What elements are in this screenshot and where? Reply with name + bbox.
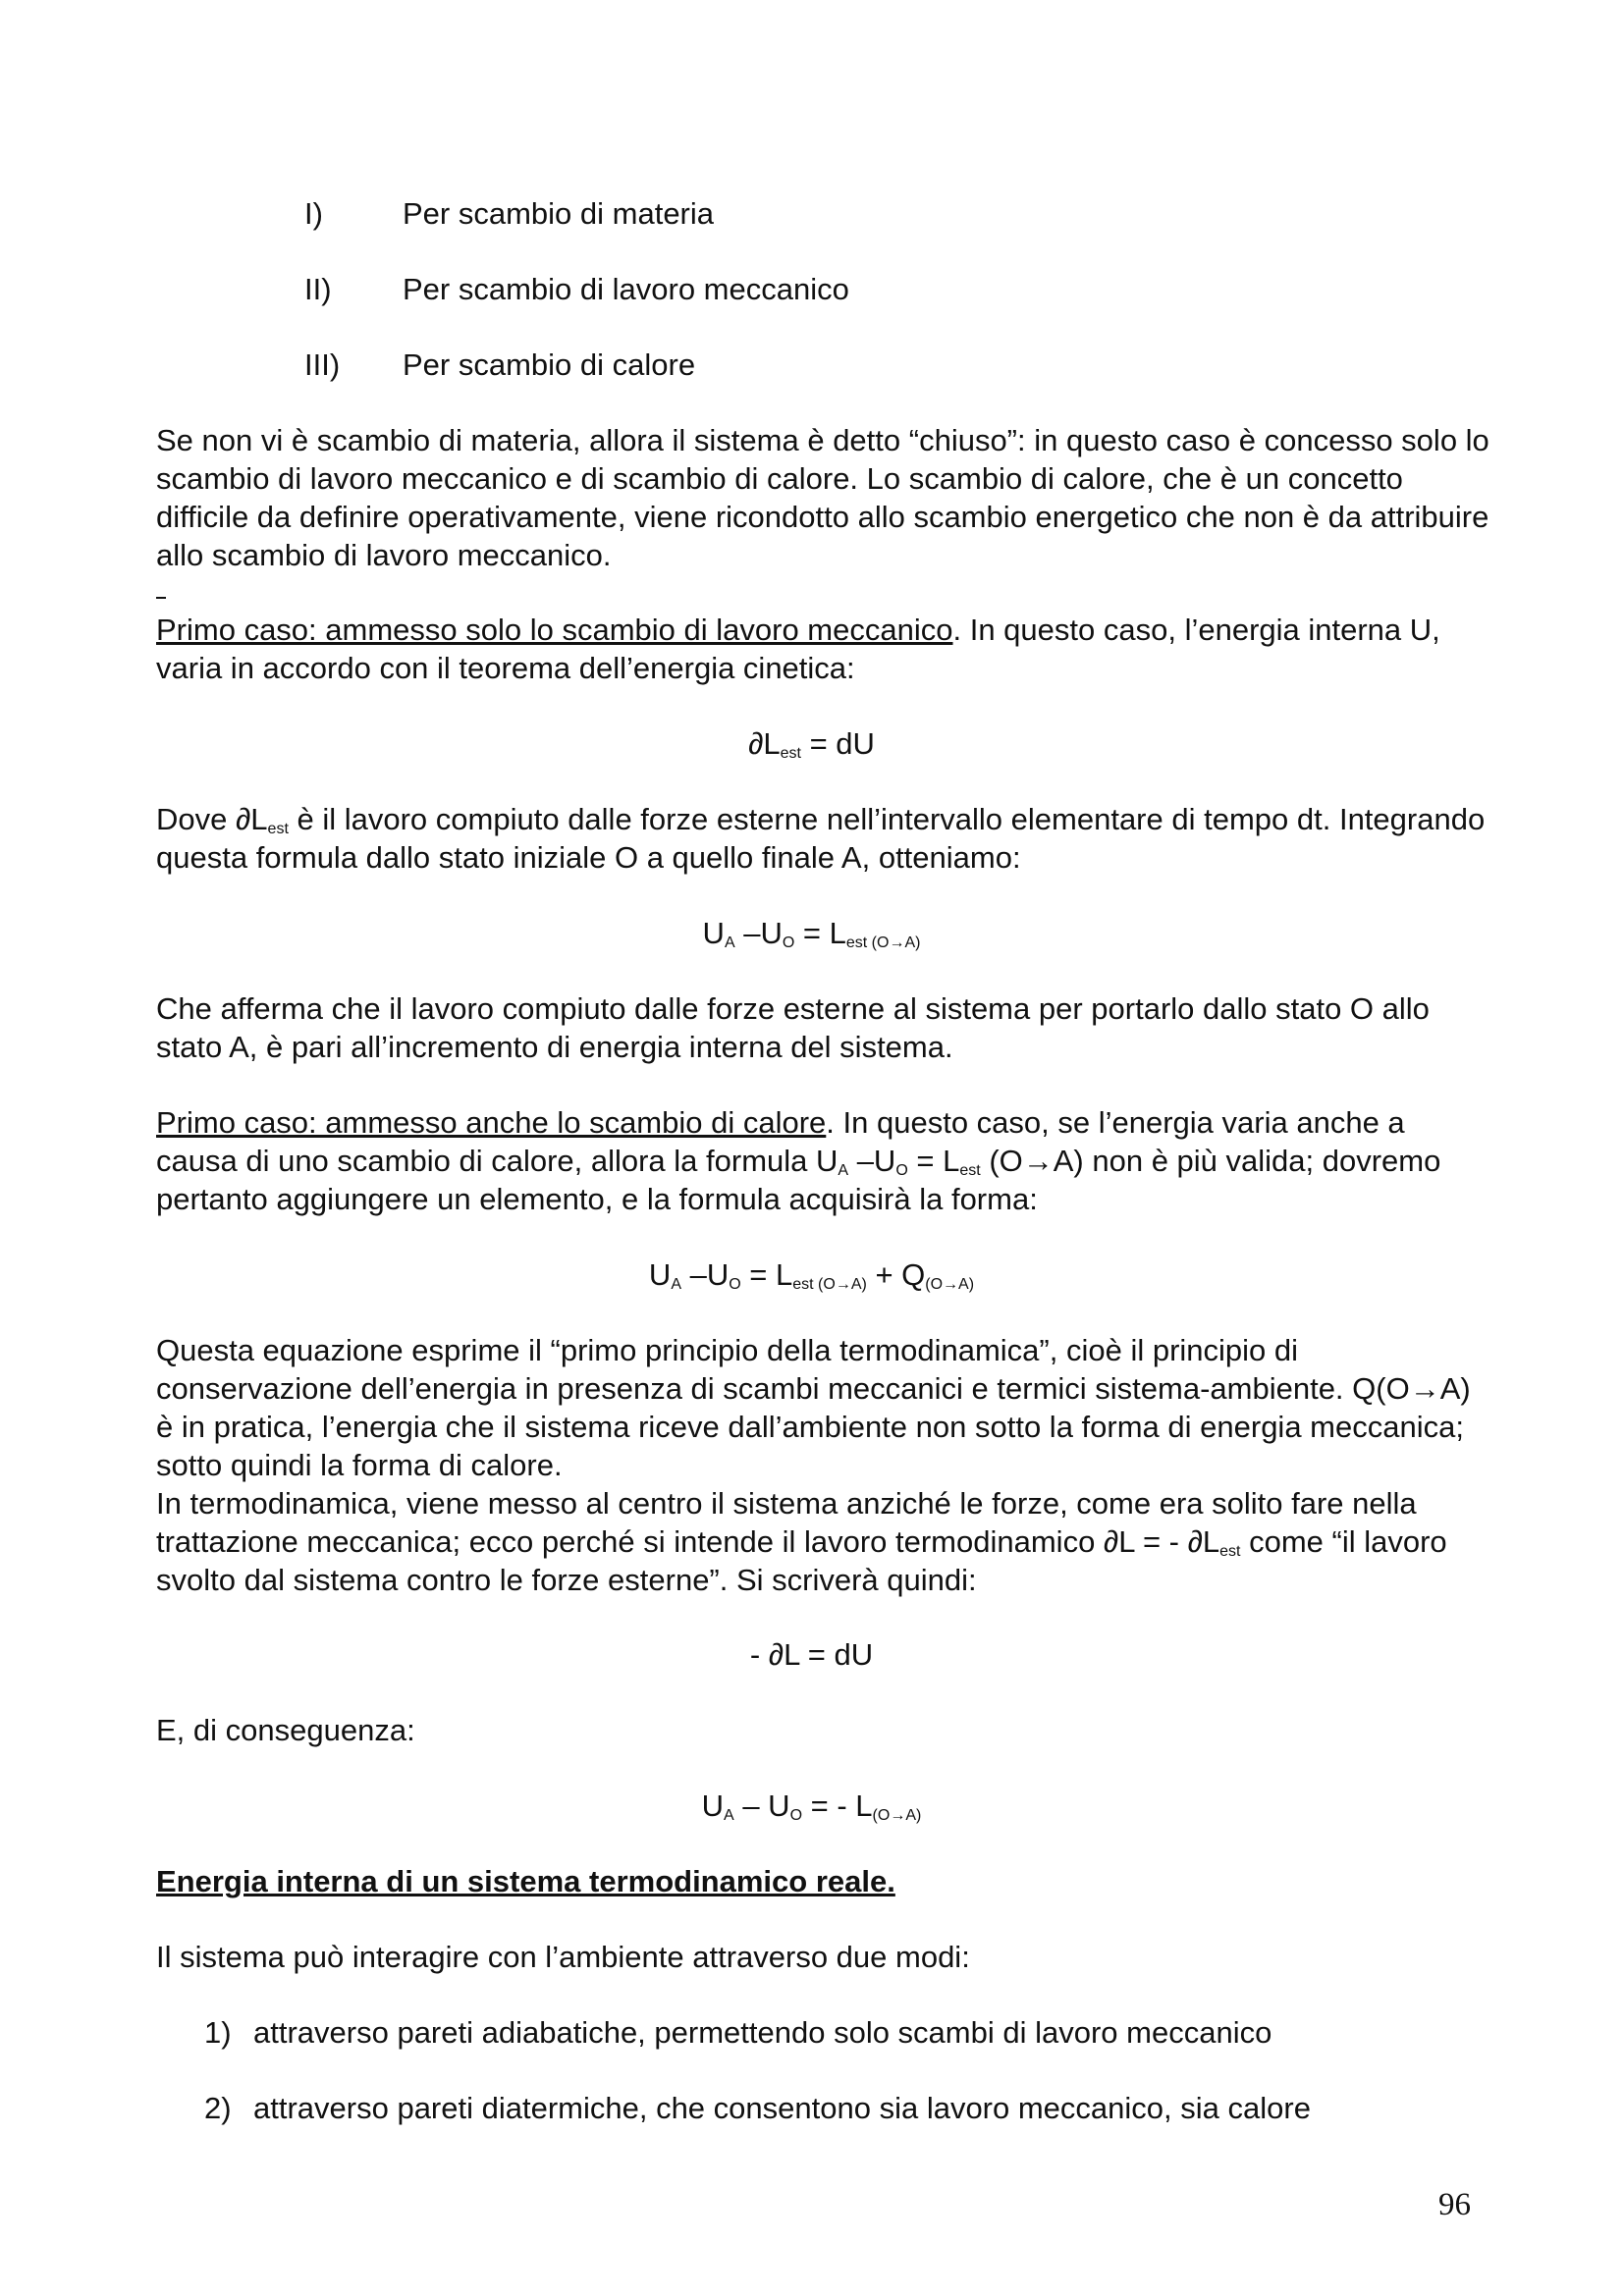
case-1-heading: Primo caso: ammesso solo lo scambio di lavoro meccanico [156,613,953,647]
roman-item-3: Per scambio di calore [403,347,696,382]
list-item-2: attraverso pareti diatermiche, che consentono sia lavoro meccanico, sia calore [253,2091,1311,2125]
equation-4: - ∂L = dU [749,1637,874,1672]
case-1-text: . In questo caso, l’energia interna U, varia in accordo con il teorema dell’energia cinetica: [156,613,1440,685]
equation-5: $U_A - U_O$ = - $L_{(O\to A)}$ [701,1789,922,1824]
equation-1: $\partial L_{est}$ = dU [748,726,875,762]
section-title: Energia interna di un sistema termodinamico reale. [156,1864,895,1898]
equation-3: $U_A$ $-U_O = L_{est (O\to A)} + Q_{(O\to A)}$ [648,1257,975,1293]
roman-num-2: II) [304,272,332,306]
roman-num-3: III) [304,347,341,382]
page-number: 96 [1438,2187,1471,2222]
roman-item-1: Per scambio di materia [403,196,715,231]
paragraph-primo-principio: Questa equazione esprime il “primo principio della termodinamica”, cioè il principio di conservazione dell’energia in presenza di scambi meccanici e termici sistema-ambiente. Q(O→A) è in pratica, l’energia che il sistema riceve dall’ambiente non sotto la forma di energia meccanica; sotto quindi la forma di calore. [156,1333,1471,1482]
paragraph-termodinamica: In termodinamica, viene messo al centro il sistema anziché le forze, come era solito fare nella trattazione meccanica; ecco perché si intende il lavoro termodinamico ∂L = - $\partial L_{est}$ come “il lavoro svolto dal sistema contro le forze esterne”. Si scriverà quindi: [156,1486,1447,1597]
paragraph-case-1 [156,611,1491,687]
list-num-1: 1) [204,2015,232,2050]
roman-num-1: I) [304,196,323,231]
paragraph-case-2: Primo caso: ammesso anche lo scambio di calore. In questo caso, se l’energia varia anche a causa di uno scambio di calore, allora la formula $U_A$ $-U_O = L_{est}$ (O→A) non è più valida; dovremo pertanto aggiungere un elemento, e la formula acquisirà la forma: [156,1105,1441,1216]
stray-mark [156,597,166,599]
case-2-heading: Primo caso: ammesso anche lo scambio di calore [156,1105,827,1140]
paragraph-dove: Dove $\partial L_{est}$ è il lavoro compiuto dalle forze esterne nell’intervallo elementare di tempo dt. Integrando questa formula dallo stato iniziale O a quello finale A, otteniamo: [156,802,1486,875]
list-item-1: attraverso pareti adiabatiche, permettendo solo scambi di lavoro meccanico [253,2015,1272,2050]
list-num-2: 2) [204,2091,232,2125]
paragraph-che-afferma: Che afferma che il lavoro compiuto dalle forze esterne al sistema per portarlo dallo stato O allo stato A, è pari all’incremento di energia interna del sistema. [156,991,1430,1064]
paragraph-modi: Il sistema può interagire con l’ambiente attraverso due modi: [156,1940,970,1974]
roman-item-2: Per scambio di lavoro meccanico [403,272,849,306]
paragraph-closed-system: Se non vi è scambio di materia, allora il sistema è detto “chiuso”: in questo caso è concesso solo lo scambio di lavoro meccanico e di scambio di calore. Lo scambio di calore, che è un concetto difficile da definire operativamente, viene ricondotto allo scambio energetico che non è da attribuire allo scambio di lavoro meccanico. [156,423,1489,572]
paragraph-conseguenza: E, di conseguenza: [156,1713,415,1747]
equation-2: $U_A$ $-U_O = L_{est (O\to A)}$ [702,916,921,951]
